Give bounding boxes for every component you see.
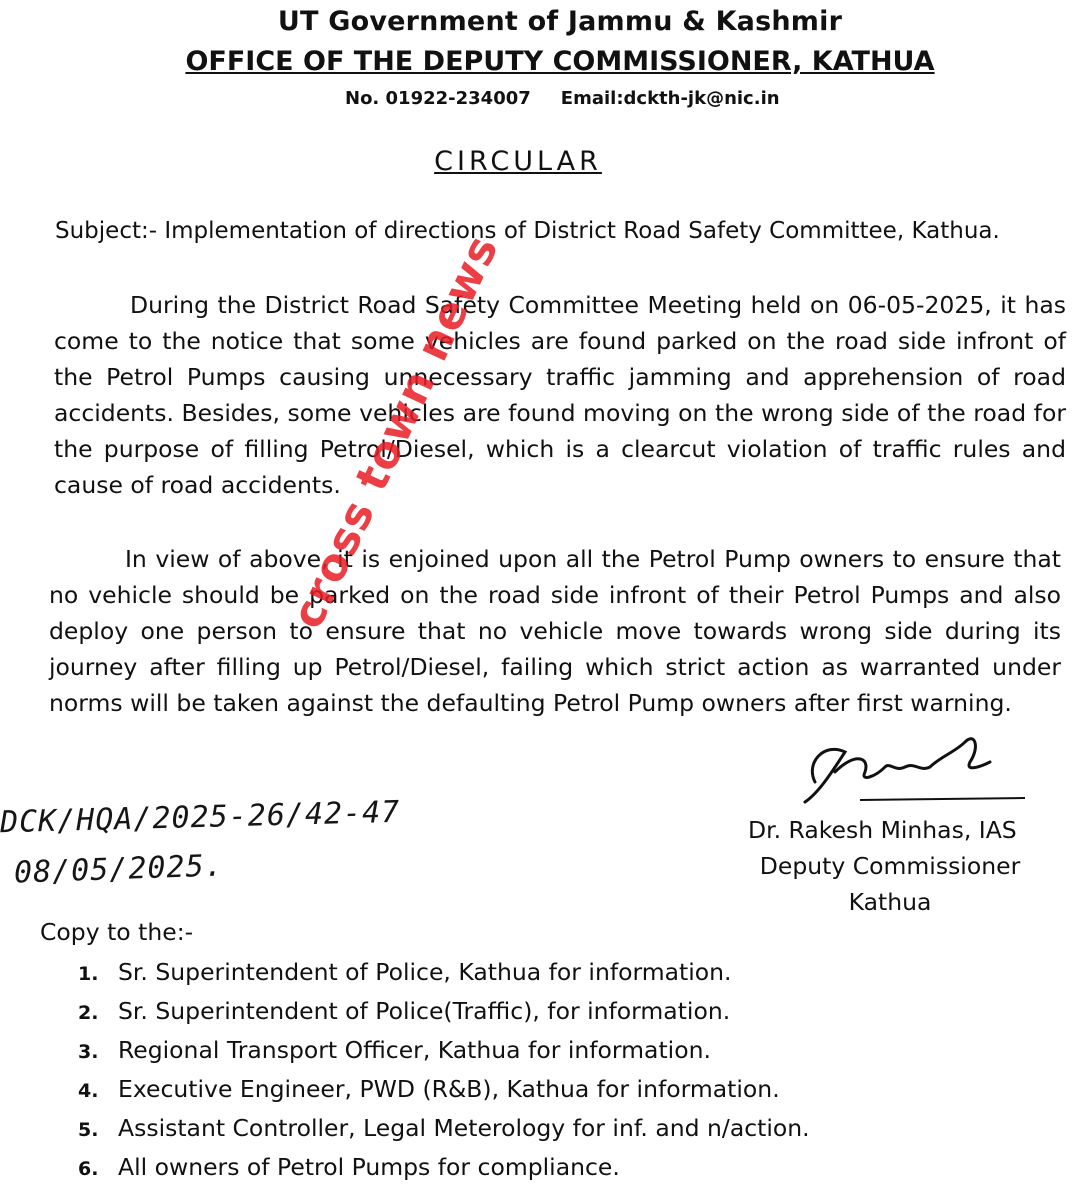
list-item: 6. All owners of Petrol Pumps for compliance. bbox=[78, 1153, 620, 1181]
list-item: 1. Sr. Superintendent of Police, Kathua for information. bbox=[78, 958, 732, 986]
list-item: 5. Assistant Controller, Legal Meterology for inf. and n/action. bbox=[78, 1114, 810, 1142]
list-item: 3. Regional Transport Officer, Kathua for information. bbox=[78, 1036, 711, 1064]
list-item: 2. Sr. Superintendent of Police(Traffic), for information. bbox=[78, 997, 731, 1025]
email-address: Email:dckth-jk@nic.in bbox=[560, 88, 780, 109]
signature-icon bbox=[775, 722, 1035, 812]
paragraph-2 bbox=[49, 541, 1061, 721]
signature-block bbox=[740, 812, 1040, 920]
phone-number: No. 01922-234007 bbox=[345, 88, 531, 109]
watermark: cross town news bbox=[281, 227, 509, 637]
reference-date: 08/05/2025. bbox=[13, 848, 225, 891]
signatory-place: Kathua bbox=[848, 888, 932, 916]
list-item: 4. Executive Engineer, PWD (R&B), Kathua for information. bbox=[78, 1075, 780, 1103]
reference-number: DCK/HQA/2025-26/42-47 bbox=[0, 794, 401, 841]
copy-to-list bbox=[78, 954, 810, 1188]
office-heading: OFFICE OF THE DEPUTY COMMISSIONER, KATHUA bbox=[185, 46, 935, 77]
subject-line: Subject:- Implementation of directions of District Road Safety Committee, Kathua. bbox=[55, 218, 1000, 244]
circular-title: CIRCULAR bbox=[434, 146, 602, 177]
paragraph-2-text: In view of above, it is enjoined upon all the Petrol Pump owners to ensure that no vehicle should be parked on the road side infront of their Petrol Pumps and also deploy one person to ensure that no vehicle move towards wrong side during its journey after filling up Petrol/Diesel, failing which strict action as warranted under norms will be taken against the defaulting Petrol Pump owners after first warning. bbox=[49, 545, 1061, 717]
copy-to-heading: Copy to the:- bbox=[40, 918, 194, 946]
government-heading: UT Government of Jammu & Kashmir bbox=[277, 6, 843, 37]
paragraph-1-text: During the District Road Safety Committee Meeting held on 06-05-2025, it has come to the notice that some vehicles are found parked on the road side infront of the Petrol Pumps causing unnecessary traffic jamming and apprehension of road accidents. Besides, some vehicles are found moving on the wrong side of the road for the purpose of filling Petrol/Diesel, which is a clearcut violation of traffic rules and cause of road accidents. bbox=[54, 291, 1066, 499]
signatory-designation: Deputy Commissioner bbox=[759, 852, 1021, 880]
contact-line bbox=[345, 88, 780, 109]
signatory-name: Dr. Rakesh Minhas, IAS bbox=[748, 816, 1017, 844]
paragraph-1 bbox=[54, 287, 1066, 503]
